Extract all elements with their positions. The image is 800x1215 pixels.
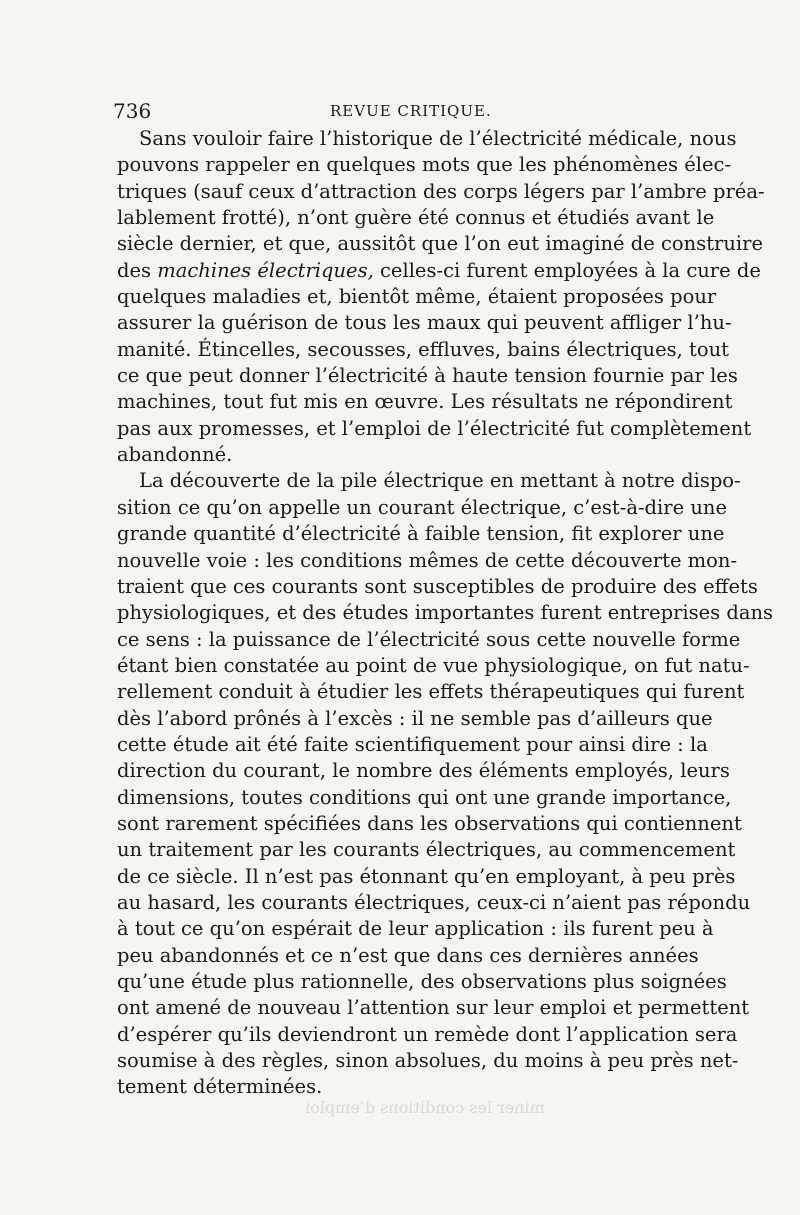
text-line: ont amené de nouveau l’attention sur leur emploi et permettent	[117, 996, 750, 1020]
text-line: assurer la guérison de tous les maux qui peuvent affliger l’hu-	[117, 311, 732, 335]
text-line: au hasard, les courants électriques, ceux-ci n’aient pas répondu	[117, 890, 751, 914]
text-line: lablement frotté), n’ont guère été connus et étudiés avant le	[117, 206, 715, 230]
text-line: rellement conduit à étudier les effets thérapeutiques qui furent	[117, 680, 745, 704]
text-line: ce que peut donner l’électricité à haute tension fournie par les	[117, 364, 738, 388]
text-line: de ce siècle. Il n’est pas étonnant qu’en employant, à peu près	[117, 864, 736, 888]
text-line: siècle dernier, et que, aussitôt que l’on eut imaginé de construire	[117, 232, 764, 256]
paragraph-1	[117, 126, 765, 468]
text-line: dès l’abord prônés à l’excès : il ne semble pas d’ailleurs que	[117, 706, 713, 730]
text-line: Sans vouloir faire l’historique de l’électricité médicale, nous	[139, 127, 737, 150]
text-line: un traitement par les courants électriques, au commencement	[117, 838, 736, 862]
text-line: à tout ce qu’on espérait de leur application : ils furent peu à	[117, 917, 714, 941]
text-line: d’espérer qu’ils deviendront un remède dont l’application sera	[117, 1022, 738, 1046]
text-run: des	[117, 258, 158, 282]
paragraph-2	[117, 468, 774, 1100]
text-line: sont rarement spécifiées dans les observations qui contiennent	[117, 811, 742, 835]
text-line: pouvons rappeler en quelques mots que les phénomènes élec-	[117, 153, 732, 177]
text-line: abandonné.	[117, 443, 233, 467]
text-line: nouvelle voie : les conditions mêmes de cette découverte mon-	[117, 548, 738, 572]
text-line: ce sens : la puissance de l’électricité sous cette nouvelle forme	[117, 627, 741, 651]
text-line: cette étude ait été faite scientifiquement pour ainsi dire : la	[117, 732, 708, 756]
running-title: REVUE CRITIQUE.	[330, 102, 492, 120]
text-line: quelques maladies et, bientôt même, étaient proposées pour	[117, 285, 717, 309]
text-line: La découverte de la pile électrique en mettant à notre dispo-	[139, 469, 741, 493]
text-line: étant bien constatée au point de vue physiologique, on fut natu-	[117, 653, 750, 677]
text-line: soumise à des règles, sinon absolues, du moins à peu près net-	[117, 1049, 739, 1073]
text-line: physiologiques, et des études importantes furent entreprises dans	[117, 601, 774, 625]
text-line: machines, tout fut mis en œuvre. Les résultats ne répondirent	[117, 390, 733, 414]
text-line: peu abandonnés et ce n’est que dans ces dernières années	[117, 943, 699, 967]
text-line: pas aux promesses, et l’emploi de l’électricité fut complètement	[117, 416, 752, 440]
show-through-text: miner les conditions d’emploi	[305, 1098, 545, 1117]
italic-term: machines électriques,	[157, 258, 374, 282]
text-run: celles-ci furent employées à la cure de	[373, 258, 761, 282]
text-line: dimensions, toutes conditions qui ont une grande importance,	[117, 785, 732, 809]
text-line: qu’une étude plus rationnelle, des observations plus soignées	[117, 970, 727, 993]
text-line: triques (sauf ceux d’attraction des corps légers par l’ambre préa-	[117, 179, 765, 203]
text-line: sition ce qu’on appelle un courant électrique, c’est-à-dire une	[117, 495, 727, 519]
text-line: tement déterminées.	[117, 1075, 323, 1099]
page-number: 736	[113, 99, 152, 123]
text-line: manité. Étincelles, secousses, effluves, bains électriques, tout	[117, 337, 730, 361]
text-line	[117, 258, 761, 284]
text-line: direction du courant, le nombre des éléments employés, leurs	[117, 759, 730, 783]
body-text	[117, 126, 774, 1101]
text-line: grande quantité d’électricité à faible tension, fit explorer une	[117, 522, 725, 546]
text-line: traient que ces courants sont susceptibles de produire des effets	[117, 574, 758, 598]
